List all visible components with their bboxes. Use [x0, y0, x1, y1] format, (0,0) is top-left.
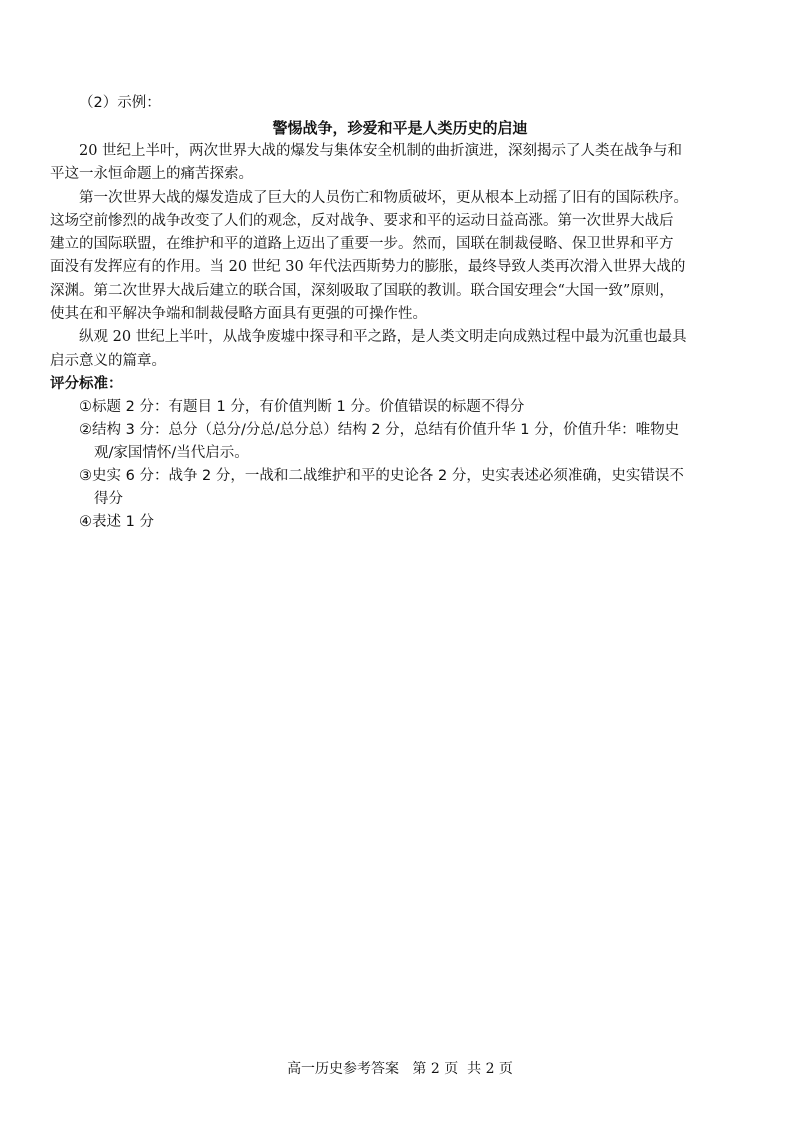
- essay-title: 警惕战争，珍爱和平是人类历史的启迪: [272, 119, 528, 137]
- essay-line: 第一次世界大战的爆发造成了巨大的人员伤亡和物质破坏，更从根本上动摇了旧有的国际秩序。: [79, 189, 688, 206]
- essay-line: 建立的国际联盟，在维护和平的道路上迈出了重要一步。然而，国联在制裁侵略、保卫世界和平方: [50, 236, 674, 253]
- page-content: [50, 92, 750, 534]
- scoring-item-structure-cont: 观/家国情怀/当代启示。: [94, 444, 249, 461]
- essay-line: 启示意义的篇章。: [50, 352, 166, 369]
- page-footer: 高一历史参考答案 第 2 页 共 2 页: [287, 1061, 513, 1077]
- scoring-item-expression: ④表述 1 分: [79, 513, 154, 530]
- essay-body: [50, 140, 750, 373]
- scoring-item-title: ①标题 2 分：有题目 1 分，有价值判断 1 分。价值错误的标题不得分: [79, 398, 525, 415]
- essay-line: 平这一永恒命题上的痛苦探索。: [50, 166, 253, 183]
- scoring-list: [50, 396, 750, 534]
- section-label: （2）示例：: [79, 95, 161, 111]
- scoring-heading: 评分标准：: [50, 375, 123, 392]
- essay-line: 深渊。第二次世界大战后建立的联合国，深刻吸取了国联的教训。联合国安理会“大国一致”原则，: [50, 282, 674, 299]
- scoring-item-facts-cont: 得分: [94, 490, 123, 507]
- essay-line: 20 世纪上半叶，两次世界大战的爆发与集体安全机制的曲折演进，深刻揭示了人类在战争与和: [79, 143, 683, 159]
- essay-line: 使其在和平解决争端和制裁侵略方面具有更强的可操作性。: [50, 306, 427, 323]
- essay-line: 面没有发挥应有的作用。当 20 世纪 30 年代法西斯势力的膨胀，最终导致人类再次滑入世界大战的: [50, 259, 686, 276]
- scoring-item-structure: ②结构 3 分：总分（总分/分总/总分总）结构 2 分，总结有价值升华 1 分，价值升华：唯物史: [79, 421, 680, 438]
- scoring-item-facts: ③史实 6 分：战争 2 分，一战和二战维护和平的史论各 2 分，史实表述必须准确，史实错误不: [79, 467, 684, 484]
- essay-line: 纵观 20 世纪上半叶，从战争废墟中探寻和平之路，是人类文明走向成熟过程中最为沉重也最具: [79, 329, 687, 346]
- essay-line: 这场空前惨烈的战争改变了人们的观念，反对战争、要求和平的运动日益高涨。第一次世界大战后: [50, 212, 674, 229]
